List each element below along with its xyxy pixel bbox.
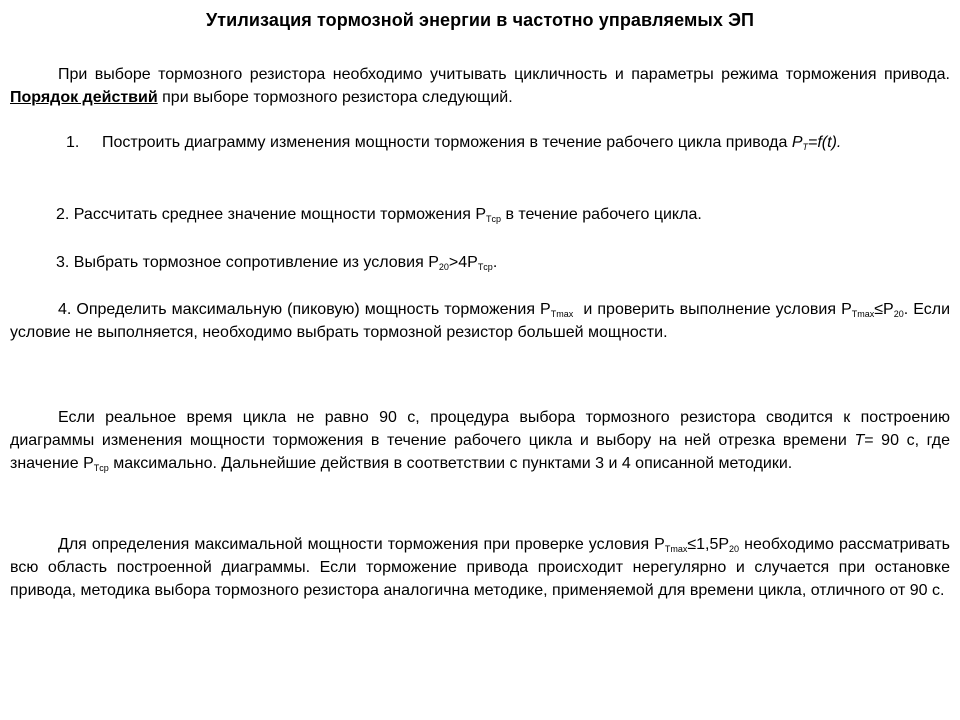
step-2: 2. Рассчитать среднее значение мощности торможения $P_{Tср}$ в течение рабочего цикла. (56, 206, 702, 224)
step-3: 3. Выбрать тормозное сопротивление из условия $P_{20}>4P_{Tср}$. (56, 254, 498, 272)
intro-emphasis: Порядок действий (10, 89, 158, 106)
max-power-paragraph: Для определения максимальной мощности торможения при проверке условия $P_{Tmax}\le 1,5P_{20}$ необходимо рассматривать всю область построенной диаграммы. Если торможение привода происходит нерегулярно и случается при остановке привода, методика выбора тормозного резистора аналогична методике, применяемой для времени цикла, отличного от 90 с. (10, 536, 951, 599)
step-4: 4. Определить максимальную (пиковую) мощность торможения $P_{Tmax}$ и проверить выполнение условия $P_{Tmax}\le P_{20}$. Если условие не выполняется, необходимо выбрать тормозной резистор большей мощности. (10, 301, 951, 341)
step-1-text: Построить диаграмму изменения мощности торможения в течение рабочего цикла привода (102, 134, 792, 151)
intro-paragraph (10, 63, 950, 109)
intro-text: При выборе тормозного резистора необходимо учитывать цикличность и параметры режима торможения привода. (58, 66, 950, 83)
cycle-paragraph: Если реальное время цикла не равно 90 с, процедура выбора тормозного резистора сводится к построению диаграммы изменения мощности торможения в течение рабочего цикла и выбору на ней отрезка времени T= 90 с, где значение $P_{Tср}$ максимально. Дальнейшие действия в соответствии с пунктами 3 и 4 описанной методики. (10, 409, 950, 473)
page-title: Утилизация тормозной энергии в частотно управляемых ЭП (205, 10, 755, 30)
intro-text-end: при выборе тормозного резистора следующий. (157, 89, 513, 106)
step-1-number: 1. (66, 134, 80, 151)
step-1-formula: $P_T=f(t)$. (791, 134, 842, 152)
step-1 (66, 131, 950, 154)
